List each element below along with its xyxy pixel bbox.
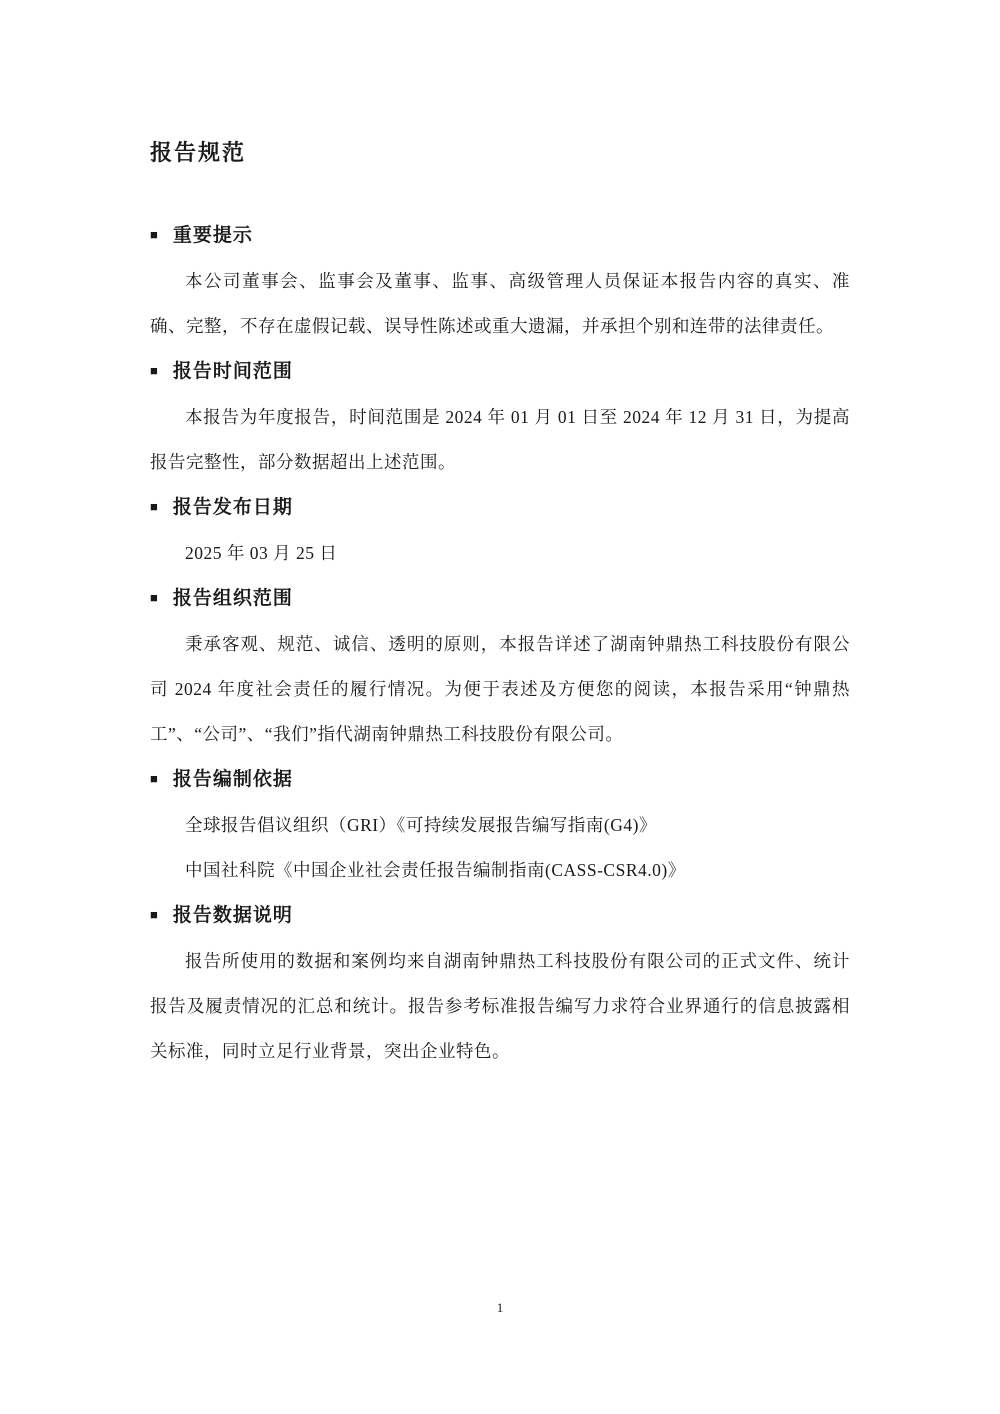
section-heading [150,485,850,531]
square-bullet-icon: ■ [150,499,159,514]
section-heading [150,893,850,939]
release-date-text: 2025 年 03 月 25 日 [185,543,338,563]
section-report-time-range [150,349,850,485]
section-heading [150,213,850,259]
section-heading-label: 报告编制依据 [172,769,293,790]
section-paragraph: 本报告为年度报告，时间范围是 2024 年 01 月 01 日至 2024 年 12 月 31 日，为提高报告完整性，部分数据超出上述范围。 [150,407,850,472]
square-bullet-icon: ■ [150,363,159,378]
section-heading [150,757,850,803]
reference-standard-line: 全球报告倡议组织（GRI）《可持续发展报告编写指南(G4)》 [185,815,657,835]
section-heading-label: 报告发布日期 [172,497,293,518]
section-report-release-date [150,485,850,576]
reference-standard-line: 中国社科院《中国企业社会责任报告编制指南(CASS-CSR4.0)》 [185,860,686,880]
square-bullet-icon: ■ [150,771,159,786]
section-heading [150,576,850,622]
section-report-organization-scope [150,576,850,757]
section-heading-label: 报告数据说明 [172,905,293,926]
section-heading [150,349,850,395]
square-bullet-icon: ■ [150,227,159,242]
section-heading-label: 重要提示 [172,225,253,246]
section-paragraph: 本公司董事会、监事会及董事、监事、高级管理人员保证本报告内容的真实、准确、完整，不存在虚假记载、误导性陈述或重大遗漏，并承担个别和连带的法律责任。 [150,271,850,336]
section-important-notice [150,213,850,349]
page-title: 报告规范 [150,140,247,165]
section-heading-label: 报告时间范围 [172,361,293,382]
page-number: 1 [496,1300,504,1315]
section-report-preparation-basis [150,757,850,893]
section-report-data-description [150,893,850,1074]
section-paragraph: 秉承客观、规范、诚信、透明的原则，本报告详述了湖南钟鼎热工科技股份有限公司 2024 年度社会责任的履行情况。为便于表述及方便您的阅读，本报告采用“钟鼎热工”、“公司”、“我们”指代湖南钟鼎热工科技股份有限公司。 [150,634,850,744]
square-bullet-icon: ■ [150,590,159,605]
section-heading-label: 报告组织范围 [172,588,293,609]
section-paragraph: 报告所使用的数据和案例均来自湖南钟鼎热工科技股份有限公司的正式文件、统计报告及履责情况的汇总和统计。报告参考标准报告编写力求符合业界通行的信息披露相关标准，同时立足行业背景，突出企业特色。 [150,951,850,1061]
square-bullet-icon: ■ [150,907,159,922]
